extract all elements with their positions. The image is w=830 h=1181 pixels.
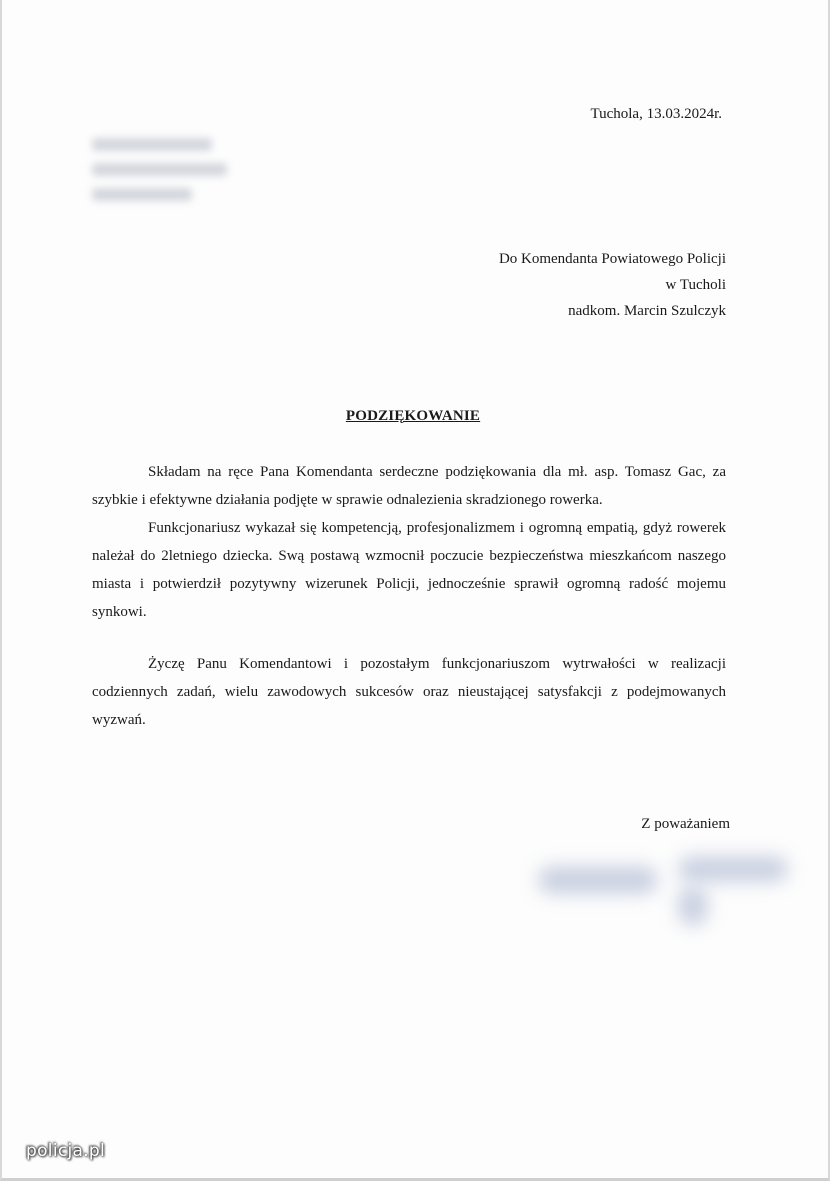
sender-address-redacted: [92, 138, 232, 213]
paragraph-1: [92, 458, 726, 514]
recipient-line-2: w Tucholi: [665, 277, 726, 293]
paragraph-1-text: Składam na ręce Pana Komendanta serdeczne podziękowania dla mł. asp. Tomasz Gac, za szybkie i efektywne działania podjęte w sprawie odnalezienia skradzionego rowerka.: [92, 464, 726, 508]
paragraph-2-text: Funkcjonariusz wykazał się kompetencją, profesjonalizmem i ogromną empatią, gdyż rowerek należał do 2letniego dziecka. Swą postawą wzmocnił poczucie bezpieczeństwa mieszkańcom naszego miasta i potwierdził pozytywny wizerunek Policji, jednocześnie sprawił ogromną radość mojemu synkowi.: [92, 520, 726, 620]
redacted-line: [92, 188, 192, 201]
signature-blur: [678, 856, 788, 882]
letter-title: PODZIĘKOWANIE: [345, 408, 481, 424]
recipient-line-3: nadkom. Marcin Szulczyk: [568, 303, 726, 319]
letter-date: Tuchola, 13.03.2024r.: [590, 106, 722, 122]
signature-blur: [538, 866, 658, 894]
paragraph-3-text: Życzę Panu Komendantowi i pozostałym funkcjonariuszom wytrwałości w realizacji codziennych zadań, wielu zawodowych sukcesów oraz nieustającej satysfakcji z podejmowanych wyzwań.: [92, 656, 726, 728]
watermark-logo: policja.pl: [26, 1141, 106, 1161]
redacted-line: [92, 163, 227, 176]
signature-redacted: [528, 846, 808, 936]
paragraph-2: [92, 514, 726, 626]
paragraph-3: [92, 650, 726, 734]
recipient-block: [499, 246, 726, 324]
closing-salutation: Z poważaniem: [641, 816, 730, 832]
signature-blur: [678, 886, 708, 926]
recipient-line-1: Do Komendanta Powiatowego Policji: [498, 251, 726, 267]
redacted-line: [92, 138, 212, 151]
